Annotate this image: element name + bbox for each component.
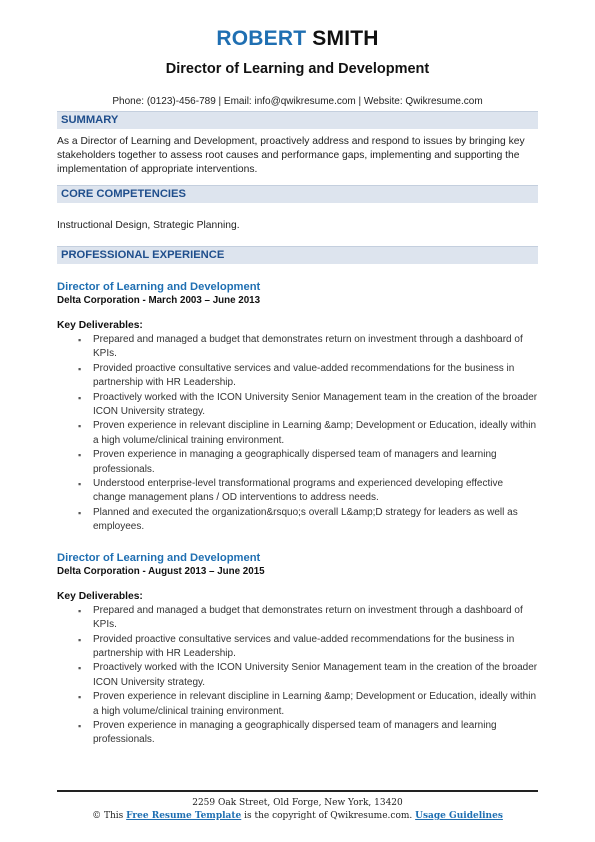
bullet-icon: ▪	[78, 421, 82, 432]
resume-page	[57, 0, 538, 748]
bullet-icon: ▪	[78, 605, 82, 616]
job-entry-title: Director of Learning and Development	[57, 551, 261, 564]
key-deliverables-label: Key Deliverables:	[57, 590, 143, 602]
bullet-icon: ▪	[78, 335, 82, 345]
section-competencies-header: CORE COMPETENCIES	[57, 185, 538, 203]
candidate-name	[57, 27, 538, 51]
key-deliverables-label: Key Deliverables:	[57, 320, 143, 331]
bullet-icon: ▪	[78, 692, 82, 703]
deliverable-item	[57, 604, 538, 633]
bullet-icon: ▪	[78, 479, 82, 490]
bullet-icon: ▪	[78, 392, 82, 403]
deliverable-text: Proactively worked with the ICON University Senior Management team in the creation of the broader ICON University strategy.	[93, 391, 538, 418]
footer-copyright	[57, 811, 538, 821]
usage-guidelines-link[interactable]: Usage Guidelines	[415, 811, 503, 821]
deliverable-text: Understood enterprise-level transformational programs and experienced developing effective change management plans / OD interventions to address needs.	[93, 478, 504, 504]
deliverable-item	[57, 391, 538, 420]
footer-address: 2259 Oak Street, Old Forge, New York, 13420	[192, 798, 403, 808]
competencies-text: Instructional Design, Strategic Planning.	[57, 220, 240, 231]
bullet-icon: ▪	[78, 663, 82, 674]
deliverables-list	[57, 604, 538, 748]
footer	[57, 790, 538, 821]
bullet-icon: ▪	[78, 720, 82, 731]
free-resume-template-link[interactable]: Free Resume Template	[126, 811, 242, 821]
bullet-icon: ▪	[78, 450, 82, 461]
experience-list	[57, 280, 538, 748]
deliverable-text: Planned and executed the organization&rsquo;s overall L&amp;D strategy for leaders as well as employees.	[93, 506, 518, 533]
bullet-icon: ▪	[78, 507, 82, 518]
job-entry-title: Director of Learning and Development	[57, 281, 261, 293]
deliverable-text: Proven experience in relevant discipline in Learning &amp; Development or Education, ideally within a high volume/clinical training environment.	[93, 420, 537, 446]
deliverable-item	[57, 719, 538, 748]
deliverables-list	[57, 333, 538, 535]
job-entry-company: Delta Corporation - August 2013 – June 2015	[57, 565, 265, 577]
job-entry	[57, 280, 538, 535]
last-name: SMITH	[312, 27, 379, 50]
deliverable-text: Provided proactive consultative services and value-added recommendations for the business in partnership with HR Leadership.	[93, 633, 515, 659]
copyright-prefix: © This	[92, 811, 124, 821]
section-summary-header: SUMMARY	[57, 111, 538, 129]
summary-text: As a Director of Learning and Development, proactively address and respond to issues by bringing key stakeholders together to assess root causes and performance gaps, implementing and supporting the implementation of appropriate interventions.	[57, 136, 525, 175]
deliverable-item	[57, 419, 538, 448]
first-name: ROBERT	[216, 27, 307, 50]
deliverable-text: Proven experience in managing a geographically dispersed team of managers and learning professionals.	[93, 449, 497, 475]
section-experience-header: PROFESSIONAL EXPERIENCE	[57, 246, 538, 264]
deliverable-item	[57, 362, 538, 391]
deliverable-text: Proven experience in managing a geographically dispersed team of managers and learning professionals.	[93, 719, 497, 746]
deliverable-item	[57, 633, 538, 662]
deliverable-item	[57, 661, 538, 690]
contact-line: Phone: (0123)-456-789 | Email: info@qwikresume.com | Website: Qwikresume.com	[112, 96, 483, 107]
deliverable-text: Provided proactive consultative services and value-added recommendations for the business in partnership with HR Leadership.	[93, 362, 515, 389]
bullet-icon: ▪	[78, 634, 82, 645]
job-entry-company: Delta Corporation - March 2003 – June 2013	[57, 295, 261, 306]
deliverable-text: Proactively worked with the ICON University Senior Management team in the creation of the broader ICON University strategy.	[93, 662, 538, 688]
deliverable-text: Prepared and managed a budget that demonstrates return on investment through a dashboard of KPIs.	[93, 604, 523, 631]
deliverable-item	[57, 333, 538, 362]
deliverable-item	[57, 506, 538, 535]
deliverable-item	[57, 477, 538, 506]
deliverable-item	[57, 448, 538, 477]
job-title-heading: Director of Learning and Development	[165, 61, 430, 77]
deliverable-text: Prepared and managed a budget that demonstrates return on investment through a dashboard of KPIs.	[93, 334, 523, 360]
copyright-middle: is the copyright of Qwikresume.com.	[244, 811, 413, 821]
job-entry	[57, 551, 538, 748]
bullet-icon: ▪	[78, 363, 82, 374]
deliverable-text: Proven experience in relevant discipline in Learning &amp; Development or Education, ideally within a high volume/clinical training environment.	[93, 691, 537, 717]
deliverable-item	[57, 690, 538, 719]
